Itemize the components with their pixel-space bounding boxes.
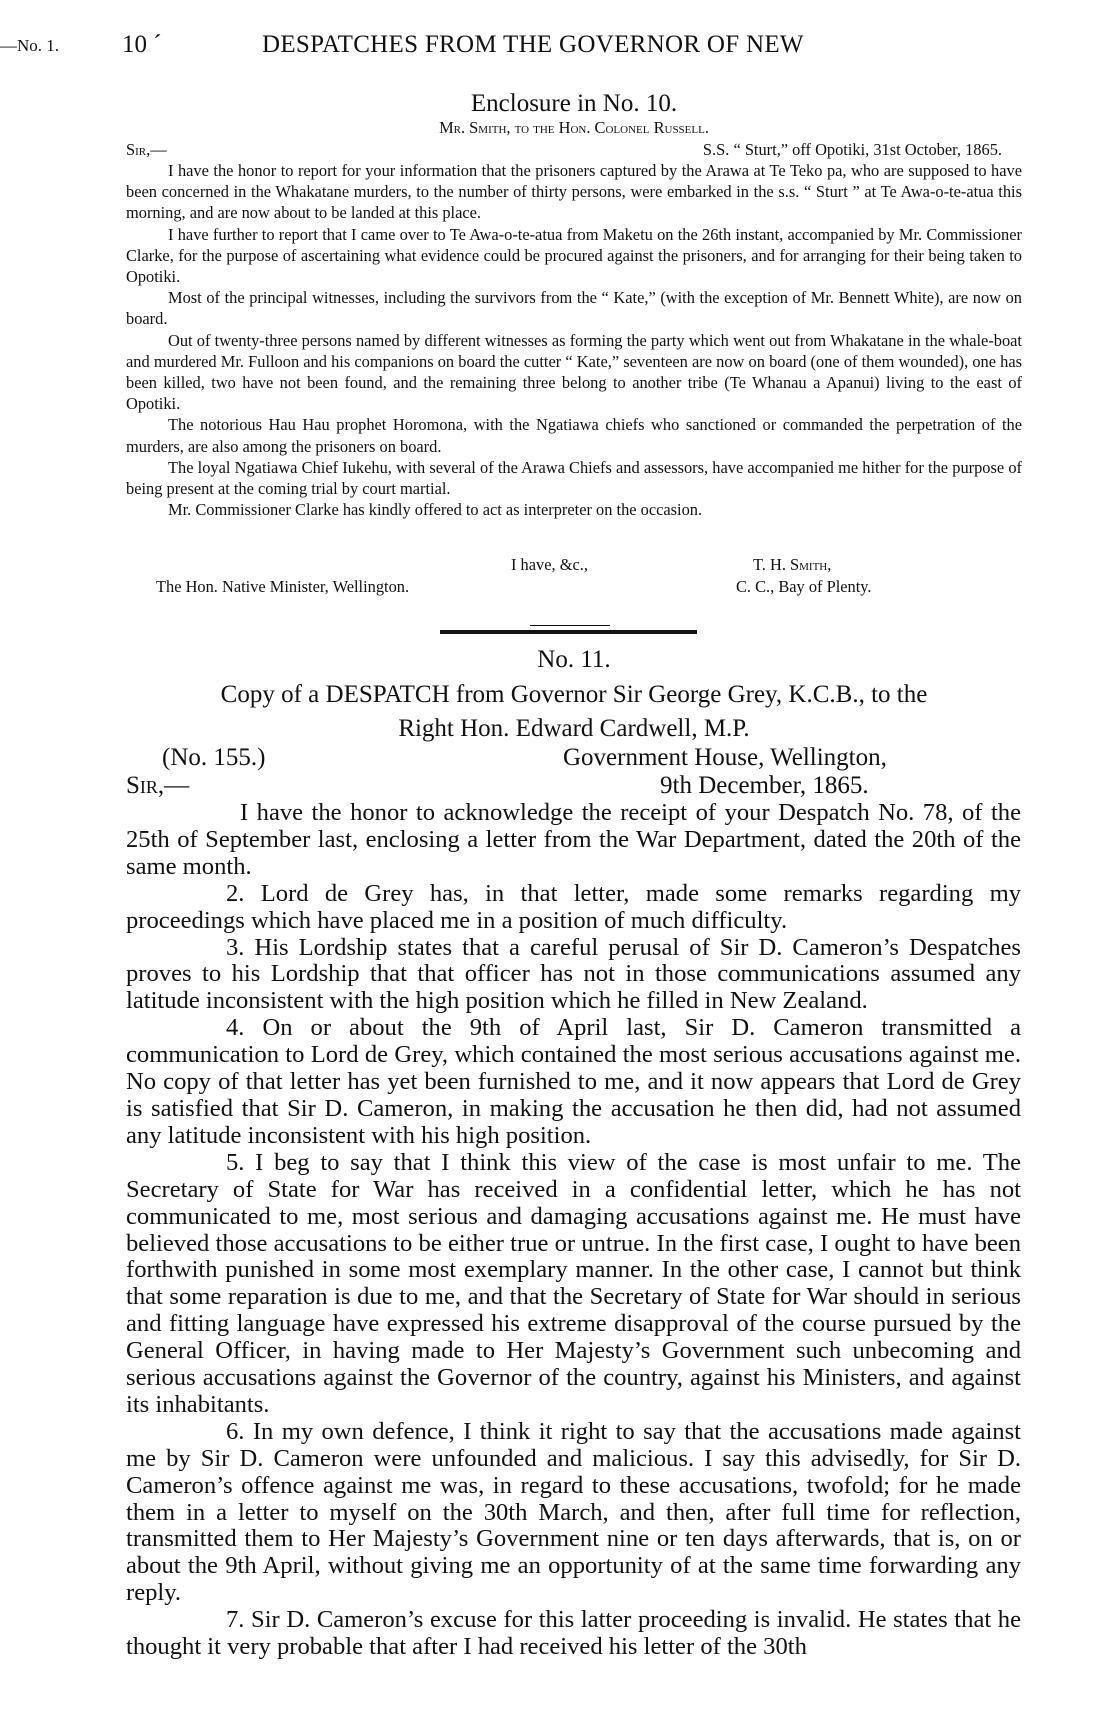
enclosure-signature-block xyxy=(126,554,1022,598)
addressee: The Hon. Native Minister, Wellington. xyxy=(156,577,410,596)
despatch-ref-no: (No. 155.) xyxy=(162,744,266,771)
despatch-place: Government House, Wellington, xyxy=(563,744,887,771)
enclosure-paragraph: Out of twenty-three persons named by different witnesses as forming the party which went out from Whakatane in the whale-boat and murdered Mr. Fulloon and his companions on board the cutter “ Kate,” seventeen are now on board (one of them wounded), one has been killed, two have not been found, and the remaining three belong to another tribe (Te Whanau a Apanui) living to the east of Opotiki. xyxy=(126,330,1022,414)
despatch-title-line1: Copy of a DESPATCH from Governor Sir George Grey, K.C.B., to the xyxy=(220,681,928,708)
page-number: 10 ´ xyxy=(122,31,162,58)
enclosure-dateline: S.S. “ Sturt,” off Opotiki, 31st October, 1865. xyxy=(702,140,1002,159)
enclosure-paragraph: I have the honor to report for your information that the prisoners captured by the Arawa at Te Teko pa, who are supposed to have been concerned in the Whakatane murders, to the number of thirty persons, were embarked in the s.s. “ Sturt ” at Te Awa-o-te-atua this morning, and are now about to be landed at this place. xyxy=(126,161,1022,223)
enclosure-paragraph: Most of the principal witnesses, including the survivors from the “ Kate,” (with the exception of Mr. Bennett White), are now on board. xyxy=(126,288,1022,329)
series-number: —No. 1. xyxy=(0,36,60,55)
enclosure-paragraph: Mr. Commissioner Clarke has kindly offered to act as interpreter on the occasion. xyxy=(168,500,703,520)
divider-rule xyxy=(440,630,697,634)
despatch-body xyxy=(126,800,1021,1661)
despatch-salutation: Sir,— xyxy=(126,772,190,799)
enclosure-title: Enclosure in No. 10. xyxy=(470,90,678,117)
enclosure-salutation-row xyxy=(126,140,1002,160)
enclosure-paragraph: I have further to report that I came over to Te Awa-o-te-atua from Maketu on the 26th instant, accompanied by Mr. Commissioner Clarke, for the purpose of ascertaining what evidence could be procured against the prisoners, and for arranging for their being taken to Opotiki. xyxy=(126,224,1022,287)
despatch-paragraph: 3. His Lordship states that a careful perusal of Sir D. Cameron’s Despatches proves to his Lordship that that officer has not in those communications assumed any latitude inconsistent with the high position which he filled in New Zealand. xyxy=(126,933,1021,1015)
enclosure-from-to: Mr. Smith, to the Hon. Colonel Russell. xyxy=(439,118,709,137)
despatch-paragraph: 7. Sir D. Cameron’s excuse for this latter proceeding is invalid. He states that he thought it very probable that after I had received his letter of the 30th xyxy=(126,1606,1021,1661)
despatch-title xyxy=(126,678,1022,746)
divider-thin xyxy=(530,625,610,626)
signer: T. H. Smith, xyxy=(753,555,832,574)
running-title: DESPATCHES FROM THE GOVERNOR OF NEW xyxy=(262,31,804,58)
despatch-date: 9th December, 1865. xyxy=(660,772,869,799)
enclosure-body xyxy=(126,160,1022,520)
signer-title: C. C., Bay of Plenty. xyxy=(736,577,872,596)
despatch-title-line2: Right Hon. Edward Cardwell, M.P. xyxy=(398,715,750,742)
despatch-paragraph: 5. I beg to say that I think this view of the case is most unfair to me. The Secretary of State for War has received in a confidential letter, which he has not communicated to me, most serious and damaging accusations against me. He must have believed those accusations to be either true or untrue. In the first case, I ought to have been forthwith punished in some most exemplary manner. In the other case, I cannot but think that some reparation is due to me, and that the Secretary of State for War should in serious and fitting language have expressed his extreme disapproval of the course pursued by the General Officer, in having made to Her Majesty’s Government such unbecoming and serious accusations against the Governor of the country, against his Ministers, and against its inhabitants. xyxy=(126,1148,1021,1418)
closing: I have, &c., xyxy=(511,555,588,574)
enclosure-salutation: Sir,— xyxy=(126,140,167,159)
despatch-meta xyxy=(126,744,1022,804)
despatch-paragraph: 4. On or about the 9th of April last, Sir D. Cameron transmitted a communication to Lord de Grey, which contained the most serious accusations against me. No copy of that letter has yet been furnished to me, and it now appears that Lord de Grey is satisfied that Sir D. Cameron, in making the accusation he then did, had not assumed any latitude inconsistent with his high position. xyxy=(126,1014,1021,1149)
despatch-paragraph: 2. Lord de Grey has, in that letter, made some remarks regarding my proceedings which have placed me in a position of much difficulty. xyxy=(126,879,1021,934)
despatch-paragraph: 6. In my own defence, I think it right to say that the accusations made against me by Sir D. Cameron were unfounded and malicious. I say this advisedly, for Sir D. Cameron’s offence against me was, in regard to these accusations, twofold; for he made them in a letter to myself on the 30th March, and then, after full time for reflection, transmitted them to Her Majesty’s Government nine or ten days afterwards, that is, on or about the 9th April, without giving me an opportunity of at the same time forwarding any reply. xyxy=(126,1417,1021,1607)
despatch-paragraph: I have the honor to acknowledge the receipt of your Despatch No. 78, of the 25th of September last, enclosing a letter from the War Department, dated the 20th of the same month. xyxy=(126,799,1021,880)
enclosure-paragraph: The notorious Hau Hau prophet Horomona, with the Ngatiawa chiefs who sanctioned or commanded the perpetration of the murders, are also among the prisoners on board. xyxy=(126,415,1022,456)
despatch-number: No. 11. xyxy=(537,646,611,673)
enclosure-paragraph: The loyal Ngatiawa Chief Iukehu, with several of the Arawa Chiefs and assessors, have accompanied me hither for the purpose of being present at the coming trial by court martial. xyxy=(126,457,1022,499)
running-header xyxy=(0,28,1114,68)
